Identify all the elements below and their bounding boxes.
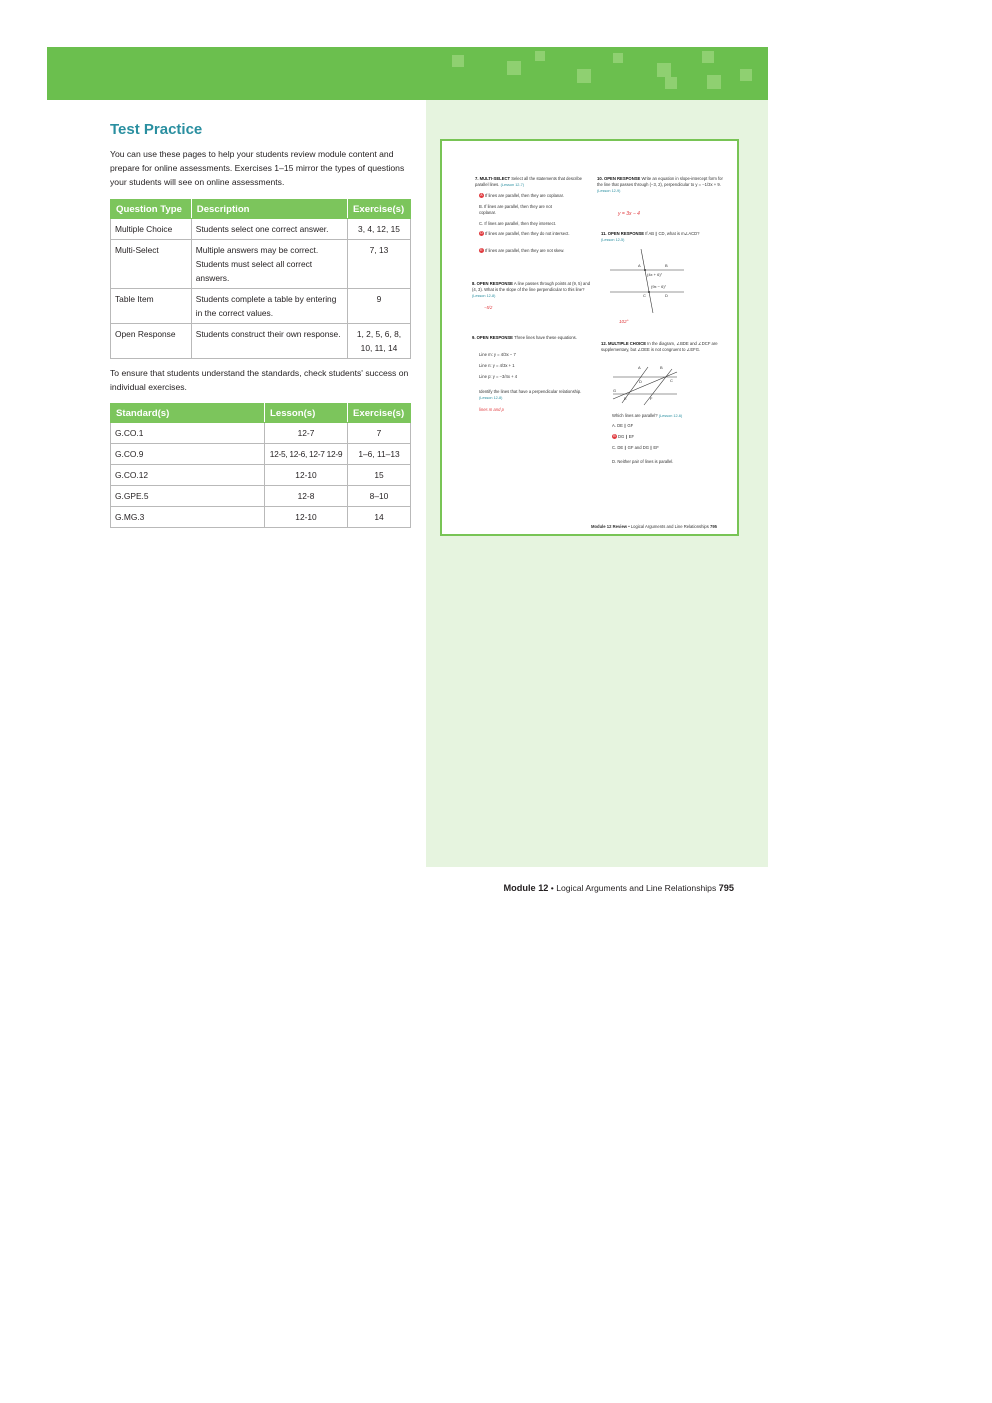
table-cell: 9: [348, 289, 411, 324]
answer-mark-icon: A: [480, 193, 483, 198]
page-footer: Module 12 • Logical Arguments and Line Relationships 795: [503, 883, 734, 893]
table-cell: 12-7: [265, 423, 348, 444]
column-header: Question Type: [111, 200, 192, 219]
diagram-label: A: [638, 365, 641, 370]
student-page-footer: Module 12 Review • Logical Arguments and Line Relationships 795: [590, 524, 717, 529]
question-type-table: [110, 199, 411, 359]
standards-table: [110, 403, 411, 528]
table-cell: 12-8: [265, 486, 348, 507]
table-row: [111, 444, 411, 465]
banner-square: [702, 51, 714, 63]
banner-square: [665, 77, 677, 89]
diagram-label: F: [650, 396, 653, 401]
question-12: 12. MULTIPLE CHOICE In the diagram, ∠BDE and ∠DCF are supplementary, but ∠DEE is not congruent to ∠EFG.: [601, 341, 718, 352]
column-header: Description: [191, 200, 347, 219]
diagram-label: E: [624, 396, 627, 401]
table-row: [111, 465, 411, 486]
column-header: Standard(s): [111, 404, 265, 423]
table-cell: 12-10: [265, 507, 348, 528]
q11-transversal-diagram: [607, 246, 687, 316]
q9-line-p: Line p: y = −3/4x + 4: [479, 374, 518, 379]
question-11: 11. OPEN RESPONSE If AB ∥ CD, what is m∠ACD? (Lesson 12-5): [601, 231, 700, 242]
banner-square: [452, 55, 464, 67]
header-banner: [47, 47, 768, 100]
answer-mark-icon: B: [613, 434, 616, 439]
table-header-row: [111, 200, 411, 219]
table-row: [111, 507, 411, 528]
angle-label: (9x − 6)°: [651, 284, 667, 289]
q8-answer: −5/2: [484, 305, 493, 310]
column-header: Exercise(s): [347, 404, 410, 423]
q7-choice-d: D If lines are parallel, then they do not intersect.: [480, 231, 570, 236]
table-cell: 8–10: [347, 486, 410, 507]
q12-choice-c: C. DE ∥ GF and DG ∥ EF: [612, 445, 659, 450]
table-cell: 3, 4, 12, 15: [348, 219, 411, 240]
q7-choice-c: C. If lines are parallel, then they intersect.: [479, 221, 557, 226]
table-cell: Multi-Select: [111, 240, 192, 289]
q12-parallel-diagram: [610, 363, 680, 409]
table-cell: Table Item: [111, 289, 192, 324]
question-7: 7. MULTI-SELECT Select all the statements that describe parallel lines. (Lesson 12-7): [475, 176, 583, 187]
page-number: 795: [718, 883, 734, 893]
footer-module: Module 12: [503, 883, 549, 893]
table-row: [111, 289, 411, 324]
diagram-label: G: [613, 388, 617, 393]
banner-square: [613, 53, 623, 63]
diagram-label: B: [665, 263, 668, 268]
answer-mark-icon: D: [480, 231, 483, 236]
table-cell: 7: [347, 423, 410, 444]
table-cell: 12-5, 12-6, 12-7 12-9: [265, 444, 348, 465]
table-row: [111, 423, 411, 444]
angle-label: (4x + 6)°: [647, 272, 663, 277]
table-cell: 1, 2, 5, 6, 8, 10, 11, 14: [348, 324, 411, 359]
table-cell: Students complete a table by entering in the correct values.: [191, 289, 347, 324]
q11-answer: 102°: [619, 319, 629, 324]
table-cell: Students construct their own response.: [191, 324, 347, 359]
section-title: Test Practice: [110, 121, 203, 138]
footer-title: Logical Arguments and Line Relationships: [556, 883, 717, 893]
table-row: [111, 219, 411, 240]
answer-mark-icon: E: [480, 248, 483, 253]
intro-paragraph: You can use these pages to help your students review module content and prepare for online assessments. Exercises 1–15 mirror the types of questions your students will see on online assessments.: [110, 149, 405, 187]
diagram-label: A: [638, 263, 641, 268]
question-9: 9. OPEN RESPONSE Three lines have these equations.: [472, 335, 577, 340]
diagram-label: D: [665, 293, 668, 298]
q9-line-m: Line m: y = 4/3x − 7: [479, 352, 516, 357]
table-row: [111, 324, 411, 359]
table-cell: 14: [347, 507, 410, 528]
table-header-row: [111, 404, 411, 423]
standards-paragraph: To ensure that students understand the standards, check students' success on individual exercises.: [110, 368, 409, 392]
table-row: [111, 240, 411, 289]
table-cell: Students select one correct answer.: [191, 219, 347, 240]
table-row: [111, 486, 411, 507]
diagram-label: C: [670, 378, 673, 383]
q10-answer: y = 3x − 4: [618, 211, 640, 217]
banner-square: [740, 69, 752, 81]
q7-choice-b: B. If lines are parallel, then they are not coplanar.: [479, 204, 552, 215]
diagram-label: D: [639, 379, 642, 384]
table-cell: G.CO.1: [111, 423, 265, 444]
q12-choice-d: D. Neither pair of lines is parallel.: [612, 459, 674, 464]
table-cell: 1–6, 11–13: [347, 444, 410, 465]
table-cell: G.CO.9: [111, 444, 265, 465]
question-10: 10. OPEN RESPONSE Write an equation in slope-intercept form for the line that passes through (−3, 2), perpendicular to y = −1/3x + 9. (Lesson 12-9): [597, 176, 723, 193]
q12-question: Which lines are parallel? (Lesson 12-6): [612, 413, 683, 418]
diagram-label: B: [660, 365, 663, 370]
table-cell: 12-10: [265, 465, 348, 486]
column-header: Exercise(s): [348, 200, 411, 219]
table-cell: Open Response: [111, 324, 192, 359]
banner-square: [577, 69, 591, 83]
q9-line-n: Line n: y = 4/3x + 1: [479, 363, 515, 368]
table-cell: G.GPE.5: [111, 486, 265, 507]
banner-square: [507, 61, 521, 75]
q9-question: Identify the lines that have a perpendicular relationship. (Lesson 12-8): [479, 389, 582, 400]
table-cell: Multiple Choice: [111, 219, 192, 240]
banner-square: [707, 75, 721, 89]
q12-choice-b: B DG ∥ EF: [613, 434, 635, 439]
q7-choice-e: E If lines are parallel, then they are not skew.: [480, 248, 565, 253]
table-cell: Multiple answers may be correct. Students must select all correct answers.: [191, 240, 347, 289]
q12-choice-a: A. DE ∥ GF: [612, 423, 634, 428]
banner-square: [535, 51, 545, 61]
diagram-label: C: [643, 293, 646, 298]
table-cell: 15: [347, 465, 410, 486]
table-cell: G.CO.12: [111, 465, 265, 486]
q9-answer: lines m and p: [479, 407, 504, 412]
q7-choice-a: A If lines are parallel, then they are coplanar.: [480, 193, 564, 198]
table-cell: 7, 13: [348, 240, 411, 289]
banner-square: [657, 63, 671, 77]
question-8: 8. OPEN RESPONSE A line passes through points at (9, 5) and (4, 3). What is the slope of the line perpendicular to this line? (Lesson 12-8): [472, 281, 591, 298]
student-page-thumbnail: [440, 139, 739, 536]
column-header: Lesson(s): [265, 404, 348, 423]
table-cell: G.MG.3: [111, 507, 265, 528]
